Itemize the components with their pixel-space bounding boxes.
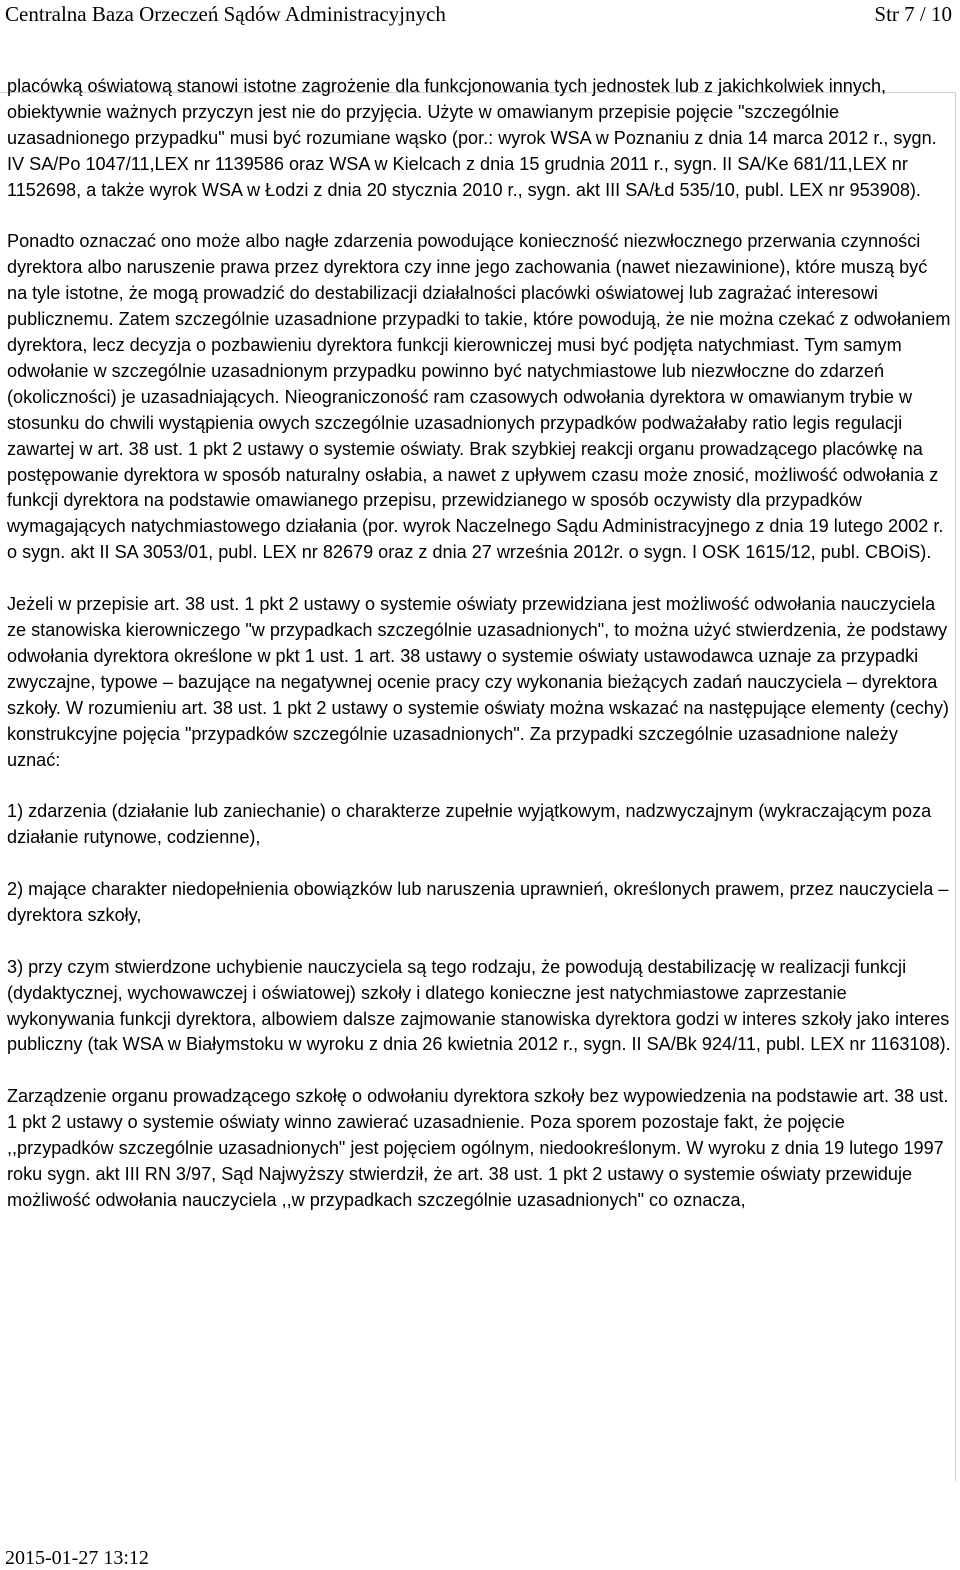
page-indicator: Str 7 / 10	[874, 2, 952, 26]
list-item: 2) mające charakter niedopełnienia obowiązków lub naruszenia uprawnień, określonych prawem, przez nauczyciela – dyrektora szkoły,	[7, 879, 949, 925]
document-body	[7, 74, 952, 1214]
paragraph: placówką oświatową stanowi istotne zagrożenie dla funkcjonowania tych jednostek lub z jakichkolwiek innych, obiektywnie ważnych przyczyn jest nie do przyjęcia. Użyte w omawianym przepisie pojęcie "szczególnie uzasadnionego przypadku" musi być rozumiane wąsko (por.: wyrok WSA w Poznaniu z dnia 14 marca 2012 r., sygn. IV SA/Po 1047/11,LEX nr 1139586 oraz WSA w Kielcach z dnia 15 grudnia 2011 r., sygn. II SA/Ke 681/11,LEX nr 1152698, a także wyrok WSA w Łodzi z dnia 20 stycznia 2010 r., sygn. akt III SA/Łd 535/10, publ. LEX nr 953908).	[7, 76, 937, 200]
paragraph: Zarządzenie organu prowadzącego szkołę o odwołaniu dyrektora szkoły bez wypowiedzenia na podstawie art. 38 ust. 1 pkt 2 ustawy o systemie oświaty winno zawierać uzasadnienie. Poza sporem pozostaje fakt, że pojęcie ,,przypadków szczególnie uzasadnionych" jest pojęciem ogólnym, niedookreślonym. W wyroku z dnia 19 lutego 1997 roku sygn. akt III RN 3/97, Sąd Najwyższy stwierdził, że art. 38 ust. 1 pkt 2 ustawy o systemie oświaty przewiduje możliwość odwołania nauczyciela ,,w przypadkach szczególnie uzasadnionych" co oznacza,	[7, 1086, 949, 1210]
paragraph: Jeżeli w przepisie art. 38 ust. 1 pkt 2 ustawy o systemie oświaty przewidziana jest możliwość odwołania nauczyciela ze stanowiska kierowniczego "w przypadkach szczególnie uzasadnionych", to można użyć stwierdzenia, że podstawy odwołania dyrektora określone w pkt 1 ust. 1 art. 38 ustawy o systemie oświaty ustawodawca uznaje za przypadki zwyczajne, typowe – bazujące na negatywnej ocenie pracy czy wykonania bieżących zadań nauczyciela – dyrektora szkoły. W rozumieniu art. 38 ust. 1 pkt 2 ustawy o systemie oświaty można wskazać na następujące elementy (cechy) konstrukcyjne pojęcia "przypadków szczególnie uzasadnionych". Za przypadki szczególnie uzasadnione należy uznać:	[7, 594, 949, 770]
document-title: Centralna Baza Orzeczeń Sądów Administracyjnych	[5, 2, 446, 26]
list-item: 1) zdarzenia (działanie lub zaniechanie) o charakterze zupełnie wyjątkowym, nadzwyczajnym (wykraczającym poza działanie rutynowe, codzienne),	[7, 801, 932, 848]
list-item: 3) przy czym stwierdzone uchybienie nauczyciela są tego rodzaju, że powodują destabilizację w realizacji funkcji (dydaktycznej, wychowawczej i oświatowej) szkoły i dlatego konieczne jest natychmiastowe zaprzestanie wykonywania funkcji dyrektora, albowiem dalsze zajmowanie stanowiska dyrektora godzi w interes szkoły jako interes publiczny (tak WSA w Białymstoku w wyroku z dnia 26 kwietnia 2012 r., sygn. II SA/Bk 924/11, publ. LEX nr 1163108).	[7, 956, 951, 1055]
page-header	[0, 0, 960, 30]
paragraph: Ponadto oznaczać ono może albo nagłe zdarzenia powodujące konieczność niezwłocznego przerwania czynności dyrektora albo naruszenie prawa przez dyrektora czy inne jego zachowania (nawet niezawinione), które muszą być na tyle istotne, że mogą prowadzić do destabilizacji działalności placówki oświatowej lub zagrażać interesowi publicznemu. Zatem szczególnie uzasadnione przypadki to takie, które powodują, że nie można czekać z odwołaniem dyrektora, lecz decyzja o pozbawieniu dyrektora funkcji kierowniczej musi być podjęta natychmiast. Tym samym odwołanie w szczególnie uzasadnionym przypadku powinno być natychmiastowe lub niezwłoczne do zdarzeń (okoliczności) je uzasadniających. Nieograniczoność ram czasowych odwołania dyrektora w omawianym trybie w stosunku do chwili wystąpienia owych szczególnie uzasadnionych przypadków podważałaby ratio legis regulacji zawartej w art. 38 ust. 1 pkt 2 ustawy o systemie oświaty. Brak szybkiej reakcji organu prowadzącego placówkę na postępowanie dyrektora w sposób naturalny osłabia, a nawet z upływem czasu może znosić, możliwość odwołania z funkcji dyrektora na podstawie omawianego przepisu, przewidzianego w sposób oczywisty dla przypadków wymagających natychmiastowego działania (por. wyrok Naczelnego Sądu Administracyjnego z dnia 19 lutego 2002 r. o sygn. akt II SA 3053/01, publ. LEX nr 82679 oraz z dnia 27 września 2012r. o sygn. I OSK 1615/12, publ. CBOiS).	[7, 231, 951, 563]
footer-timestamp: 2015-01-27 13:12	[5, 1547, 149, 1569]
